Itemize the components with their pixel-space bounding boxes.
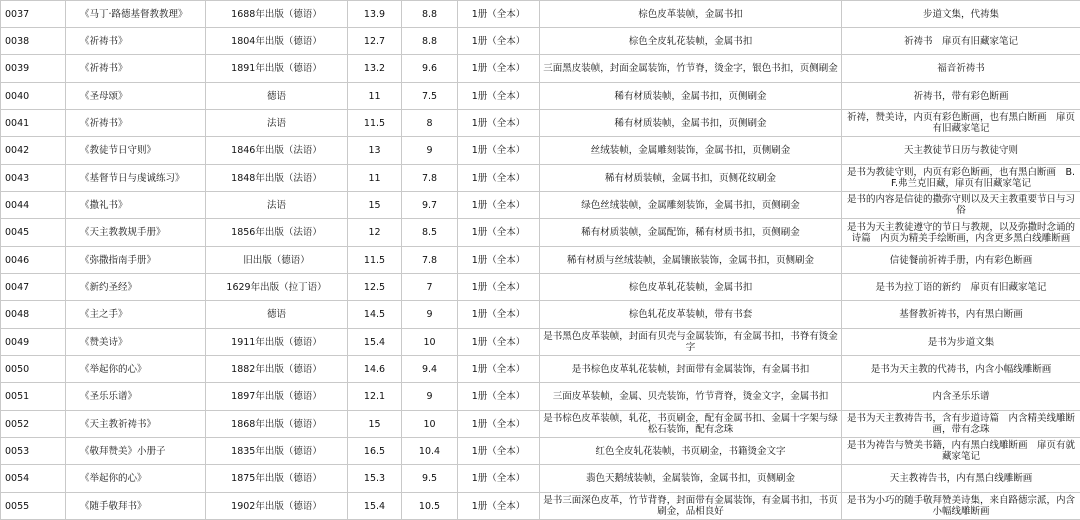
edition-cell[interactable]: 1891年出版（德语） [206, 55, 348, 83]
notes-cell[interactable]: 祈祷书 扉页有旧藏家笔记 [842, 28, 1080, 55]
book-title-cell[interactable]: 《圣乐乐谱》 [66, 383, 206, 411]
binding-cell[interactable]: 三面皮革装帧，金属、贝壳装饰，竹节背脊，烫金文字，金属书扣 [540, 383, 842, 411]
binding-cell[interactable]: 棕色皮革轧花装帧，金属书扣 [540, 274, 842, 301]
volumes-cell[interactable]: 1册（全本） [458, 356, 540, 383]
edition-cell[interactable]: 1688年出版（德语） [206, 1, 348, 28]
volumes-cell[interactable]: 1册（全本） [458, 274, 540, 301]
book-title-cell[interactable]: 《圣母颂》 [66, 83, 206, 110]
edition-cell[interactable]: 1629年出版（拉丁语） [206, 274, 348, 301]
item-number-cell[interactable]: 0042 [1, 137, 66, 165]
book-title-cell[interactable]: 《祈祷书》 [66, 55, 206, 83]
item-number-cell[interactable]: 0049 [1, 329, 66, 356]
table-row [1, 192, 1080, 219]
height-cell[interactable]: 12 [348, 219, 402, 247]
item-number-cell[interactable]: 0051 [1, 383, 66, 411]
edition-cell[interactable]: 1835年出版（德语） [206, 438, 348, 465]
volumes-cell[interactable]: 1册（全本） [458, 165, 540, 192]
item-number-cell[interactable]: 0045 [1, 219, 66, 247]
volumes-cell[interactable]: 1册（全本） [458, 383, 540, 411]
notes-cell[interactable]: 祈祷，赞美诗，内页有彩色断画，也有黑白断画 扉页有旧藏家笔记 [842, 110, 1080, 137]
binding-cell[interactable]: 稀有材质装帧，金属配饰，稀有材质书扣，页侧刷金 [540, 219, 842, 247]
book-title-cell[interactable]: 《主之手》 [66, 301, 206, 329]
edition-cell[interactable]: 德语 [206, 301, 348, 329]
volumes-cell[interactable]: 1册（全本） [458, 192, 540, 219]
item-number-cell[interactable]: 0055 [1, 493, 66, 520]
edition-cell[interactable]: 1882年出版（德语） [206, 356, 348, 383]
volumes-cell[interactable]: 1册（全本） [458, 493, 540, 520]
binding-cell[interactable]: 稀有材质装帧，金属书扣，页侧刷金 [540, 110, 842, 137]
edition-cell[interactable]: 1902年出版（德语） [206, 493, 348, 520]
book-title-cell[interactable]: 《祈祷书》 [66, 28, 206, 55]
notes-cell[interactable]: 是书为小巧的随手敬拜赞美诗集，来自路德宗派，内含小幅线雕断画 [842, 493, 1080, 520]
table-row [1, 438, 1080, 465]
width-cell[interactable]: 8.5 [402, 219, 458, 247]
item-number-cell[interactable]: 0044 [1, 192, 66, 219]
volumes-cell[interactable]: 1册（全本） [458, 110, 540, 137]
volumes-cell[interactable]: 1册（全本） [458, 438, 540, 465]
book-title-cell[interactable]: 《新约圣经》 [66, 274, 206, 301]
height-cell[interactable]: 12.1 [348, 383, 402, 411]
binding-cell[interactable]: 红色全皮轧花装帧，书页刷金，书籍烫金文字 [540, 438, 842, 465]
height-cell[interactable]: 14.6 [348, 356, 402, 383]
width-cell[interactable]: 8.8 [402, 1, 458, 28]
width-cell[interactable]: 9 [402, 383, 458, 411]
volumes-cell[interactable]: 1册（全本） [458, 411, 540, 438]
item-number-cell[interactable]: 0046 [1, 247, 66, 274]
notes-cell[interactable]: 祈祷书，带有彩色断画 [842, 83, 1080, 110]
height-cell[interactable]: 15.4 [348, 329, 402, 356]
volumes-cell[interactable]: 1册（全本） [458, 1, 540, 28]
item-number-cell[interactable]: 0050 [1, 356, 66, 383]
book-title-cell[interactable]: 《马丁·路德基督教教理》 [66, 1, 206, 28]
height-cell[interactable]: 15.3 [348, 465, 402, 493]
notes-cell[interactable]: 天主教祷告书，内有黑白线雕断画 [842, 465, 1080, 493]
book-title-cell[interactable]: 《教徒节日守则》 [66, 137, 206, 165]
width-cell[interactable]: 10.5 [402, 493, 458, 520]
item-number-cell[interactable]: 0047 [1, 274, 66, 301]
binding-cell[interactable]: 是书棕色皮革装帧，轧花，书页刷金，配有金属书扣、金属十字架与绿松石装饰，配有念珠 [540, 411, 842, 438]
volumes-cell[interactable]: 1册（全本） [458, 28, 540, 55]
table-row [1, 383, 1080, 411]
height-cell[interactable]: 16.5 [348, 438, 402, 465]
edition-cell[interactable]: 1897年出版（德语） [206, 383, 348, 411]
edition-cell[interactable]: 1848年出版（法语） [206, 165, 348, 192]
edition-cell[interactable]: 1911年出版（德语） [206, 329, 348, 356]
width-cell[interactable]: 7.8 [402, 247, 458, 274]
book-title-cell[interactable]: 《敬拜赞美》小册子 [66, 438, 206, 465]
binding-cell[interactable]: 是书棕色皮革轧花装帧，封面带有金属装饰，有金属书扣 [540, 356, 842, 383]
book-title-cell[interactable]: 《祈祷书》 [66, 110, 206, 137]
edition-cell[interactable]: 1804年出版（德语） [206, 28, 348, 55]
item-number-cell[interactable]: 0038 [1, 28, 66, 55]
volumes-cell[interactable]: 1册（全本） [458, 219, 540, 247]
notes-cell[interactable]: 天主教徒节日历与教徒守则 [842, 137, 1080, 165]
table-row [1, 83, 1080, 110]
volumes-cell[interactable]: 1册（全本） [458, 301, 540, 329]
book-title-cell[interactable]: 《举起你的心》 [66, 465, 206, 493]
item-number-cell[interactable]: 0048 [1, 301, 66, 329]
item-number-cell[interactable]: 0040 [1, 83, 66, 110]
table-row [1, 301, 1080, 329]
width-cell[interactable]: 8.8 [402, 28, 458, 55]
edition-cell[interactable]: 1846年出版（法语） [206, 137, 348, 165]
edition-cell[interactable]: 旧出版（德语） [206, 247, 348, 274]
width-cell[interactable]: 9.6 [402, 55, 458, 83]
table-row [1, 137, 1080, 165]
table-body [1, 1, 1080, 520]
notes-cell[interactable]: 是书为天主教徒遵守的节日与教规，以及弥撒时念诵的诗篇 内页为精美手绘断画，内含更多黑白线雕断画 [842, 219, 1080, 247]
notes-cell[interactable]: 是书为天主教的代祷书，内含小幅线雕断画 [842, 356, 1080, 383]
height-cell[interactable]: 11.5 [348, 247, 402, 274]
item-number-cell[interactable]: 0052 [1, 411, 66, 438]
table-row [1, 411, 1080, 438]
table-row [1, 465, 1080, 493]
width-cell[interactable]: 7.5 [402, 83, 458, 110]
notes-cell[interactable]: 是书为天主教祷告书，含有步道诗篇 内含精美线雕断画，带有念珠 [842, 411, 1080, 438]
item-number-cell[interactable]: 0039 [1, 55, 66, 83]
edition-cell[interactable]: 法语 [206, 110, 348, 137]
notes-cell[interactable]: 是书为步道文集 [842, 329, 1080, 356]
binding-cell[interactable]: 三面黑皮装帧，封面金属装饰，竹节脊，烫金字，银色书扣，页侧刷金 [540, 55, 842, 83]
notes-cell[interactable]: 是书的内容是信徒的撒弥守则以及天主教重要节日与习俗 [842, 192, 1080, 219]
table-row [1, 219, 1080, 247]
notes-cell[interactable]: 是书为祷告与赞美书籍，内有黑白线雕断画 扉页有就藏家笔记 [842, 438, 1080, 465]
binding-cell[interactable]: 棕色轧花皮革装帧，带有书套 [540, 301, 842, 329]
height-cell[interactable]: 11 [348, 83, 402, 110]
table-row [1, 356, 1080, 383]
table-row [1, 1, 1080, 28]
table-row [1, 28, 1080, 55]
binding-cell[interactable]: 绿色丝绒装帧，金属雕刻装饰，金属书扣，页侧刷金 [540, 192, 842, 219]
width-cell[interactable]: 8 [402, 110, 458, 137]
notes-cell[interactable]: 基督教祈祷书，内有黑白断画 [842, 301, 1080, 329]
table-row [1, 493, 1080, 520]
binding-cell[interactable]: 稀有材质与丝绒装帧，金属镶嵌装饰，金属书扣，页侧刷金 [540, 247, 842, 274]
height-cell[interactable]: 14.5 [348, 301, 402, 329]
height-cell[interactable]: 13.9 [348, 1, 402, 28]
binding-cell[interactable]: 棕色皮革装帧，金属书扣 [540, 1, 842, 28]
binding-cell[interactable]: 棕色全皮轧花装帧，金属书扣 [540, 28, 842, 55]
table-row [1, 55, 1080, 83]
volumes-cell[interactable]: 1册（全本） [458, 247, 540, 274]
width-cell[interactable]: 10 [402, 411, 458, 438]
book-title-cell[interactable]: 《弥撒指南手册》 [66, 247, 206, 274]
table-row [1, 247, 1080, 274]
width-cell[interactable]: 9.7 [402, 192, 458, 219]
volumes-cell[interactable]: 1册（全本） [458, 465, 540, 493]
height-cell[interactable]: 15 [348, 192, 402, 219]
notes-cell[interactable]: 内含圣乐乐谱 [842, 383, 1080, 411]
binding-cell[interactable]: 是书三面深色皮革，竹节背脊，封面带有金属装饰，有金属书扣，书页刷金，品相良好 [540, 493, 842, 520]
table-row [1, 274, 1080, 301]
book-title-cell[interactable]: 《天主教祈祷书》 [66, 411, 206, 438]
height-cell[interactable]: 11.5 [348, 110, 402, 137]
book-title-cell[interactable]: 《基督节日与虔诚练习》 [66, 165, 206, 192]
width-cell[interactable]: 7 [402, 274, 458, 301]
book-title-cell[interactable]: 《随手敬拜书》 [66, 493, 206, 520]
height-cell[interactable]: 11 [348, 165, 402, 192]
binding-cell[interactable]: 稀有材质装帧，金属书扣，页侧花纹刷金 [540, 165, 842, 192]
item-number-cell[interactable]: 0054 [1, 465, 66, 493]
width-cell[interactable]: 10.4 [402, 438, 458, 465]
item-number-cell[interactable]: 0041 [1, 110, 66, 137]
width-cell[interactable]: 9.4 [402, 356, 458, 383]
volumes-cell[interactable]: 1册（全本） [458, 83, 540, 110]
binding-cell[interactable]: 丝绒装帧，金属雕刻装饰，金属书扣，页侧刷金 [540, 137, 842, 165]
edition-cell[interactable]: 1856年出版（法语） [206, 219, 348, 247]
height-cell[interactable]: 13 [348, 137, 402, 165]
height-cell[interactable]: 15.4 [348, 493, 402, 520]
notes-cell[interactable]: 信徒餐前祈祷手册，内有彩色断画 [842, 247, 1080, 274]
book-title-cell[interactable]: 《天主教教规手册》 [66, 219, 206, 247]
notes-cell[interactable]: 是书为拉丁语的新约 扉页有旧藏家笔记 [842, 274, 1080, 301]
edition-cell[interactable]: 法语 [206, 192, 348, 219]
binding-cell[interactable]: 翡色天鹅绒装帧，金属装饰，金属书扣，页侧刷金 [540, 465, 842, 493]
book-title-cell[interactable]: 《赞美诗》 [66, 329, 206, 356]
notes-cell[interactable]: 福音祈祷书 [842, 55, 1080, 83]
notes-cell[interactable]: 是书为教徒守则，内页有彩色断画，也有黑白断画 B.F.弗兰克旧藏，扉页有旧藏家笔记 [842, 165, 1080, 192]
table-row [1, 165, 1080, 192]
edition-cell[interactable]: 1868年出版（德语） [206, 411, 348, 438]
edition-cell[interactable]: 德语 [206, 83, 348, 110]
width-cell[interactable]: 9 [402, 301, 458, 329]
height-cell[interactable]: 15 [348, 411, 402, 438]
height-cell[interactable]: 12.7 [348, 28, 402, 55]
edition-cell[interactable]: 1875年出版（德语） [206, 465, 348, 493]
binding-cell[interactable]: 稀有材质装帧，金属书扣，页侧刷金 [540, 83, 842, 110]
volumes-cell[interactable]: 1册（全本） [458, 137, 540, 165]
height-cell[interactable]: 13.2 [348, 55, 402, 83]
book-title-cell[interactable]: 《撒礼书》 [66, 192, 206, 219]
width-cell[interactable]: 9.5 [402, 465, 458, 493]
width-cell[interactable]: 10 [402, 329, 458, 356]
table-row [1, 110, 1080, 137]
notes-cell[interactable]: 步道文集，代祷集 [842, 1, 1080, 28]
width-cell[interactable]: 9 [402, 137, 458, 165]
item-number-cell[interactable]: 0053 [1, 438, 66, 465]
table-row [1, 329, 1080, 356]
volumes-cell[interactable]: 1册（全本） [458, 329, 540, 356]
height-cell[interactable]: 12.5 [348, 274, 402, 301]
binding-cell[interactable]: 是书黑色皮革装帧，封面有贝壳与金属装饰，有金属书扣，书脊有烫金字 [540, 329, 842, 356]
book-title-cell[interactable]: 《举起你的心》 [66, 356, 206, 383]
width-cell[interactable]: 7.8 [402, 165, 458, 192]
item-number-cell[interactable]: 0043 [1, 165, 66, 192]
item-number-cell[interactable]: 0037 [1, 1, 66, 28]
volumes-cell[interactable]: 1册（全本） [458, 55, 540, 83]
